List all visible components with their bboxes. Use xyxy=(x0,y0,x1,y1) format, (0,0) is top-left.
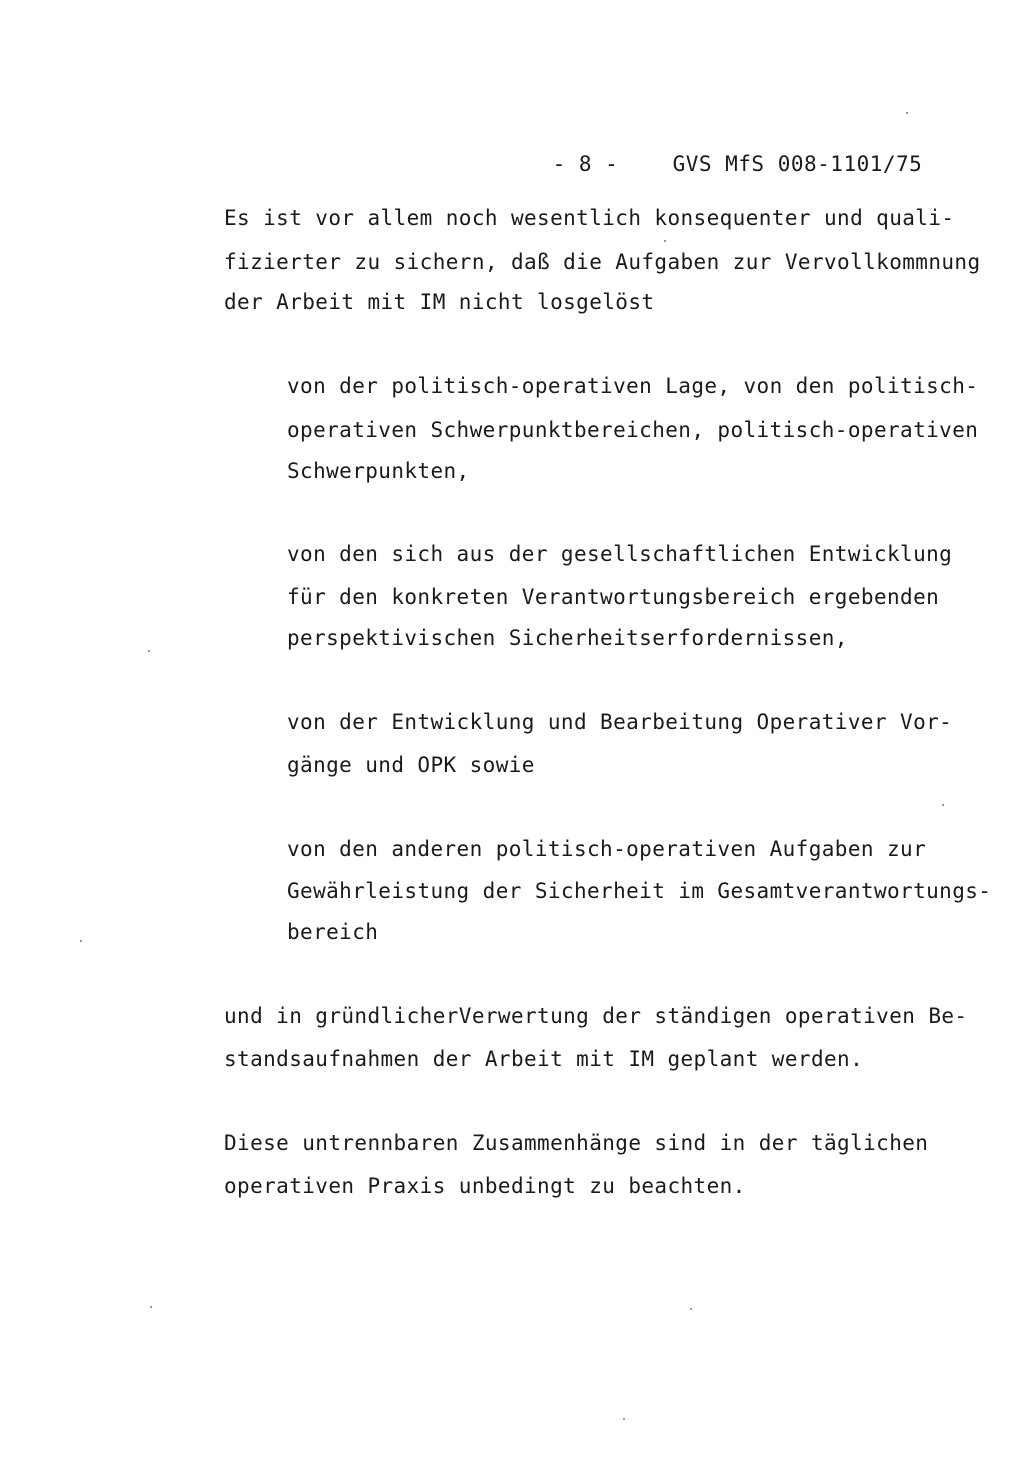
conclusion-line: und in gründlicherVerwertung der ständigen operativen Be- xyxy=(224,1004,968,1028)
item-line: für den konkreten Verantwortungsbereich ergebenden xyxy=(287,585,940,609)
item-line: bereich xyxy=(287,920,379,944)
scan-speck xyxy=(664,240,666,242)
document-reference: GVS MfS 008-1101/75 xyxy=(672,152,923,176)
intro-line: fizierter zu sichern, daß die Aufgaben zur Vervollkommnung xyxy=(224,250,981,274)
intro-line: Es ist vor allem noch wesentlich konsequenter und quali- xyxy=(224,206,955,230)
item-line: Gewährleistung der Sicherheit im Gesamtverantwortungs- xyxy=(287,879,992,903)
scan-speck xyxy=(906,112,908,114)
page-number: - 8 - xyxy=(552,152,619,176)
item-line: Schwerpunkten, xyxy=(287,459,470,483)
item-line: operativen Schwerpunktbereichen, politisch-operativen xyxy=(287,418,979,442)
scan-speck xyxy=(690,1308,692,1310)
item-line: von den sich aus der gesellschaftlichen Entwicklung xyxy=(287,542,953,566)
item-line: von der Entwicklung und Bearbeitung Operativer Vor- xyxy=(287,710,953,734)
intro-line: der Arbeit mit IM nicht losgelöst xyxy=(224,290,655,314)
item-line: perspektivischen Sicherheitserfordernissen, xyxy=(287,626,848,650)
item-line: von den anderen politisch-operativen Aufgaben zur xyxy=(287,837,927,861)
scan-speck xyxy=(148,650,150,652)
item-line: von der politisch-operativen Lage, von den politisch- xyxy=(287,374,979,398)
final-line: Diese untrennbaren Zusammenhänge sind in der täglichen xyxy=(224,1131,929,1155)
final-line: operativen Praxis unbedingt zu beachten. xyxy=(224,1174,746,1198)
scan-speck xyxy=(150,1306,152,1308)
scan-speck xyxy=(942,804,944,806)
conclusion-line: standsaufnahmen der Arbeit mit IM geplant werden. xyxy=(224,1047,864,1071)
scan-speck xyxy=(623,1418,625,1420)
item-line: gänge und OPK sowie xyxy=(287,753,535,777)
scan-speck xyxy=(80,940,82,942)
page-header xyxy=(500,128,922,200)
